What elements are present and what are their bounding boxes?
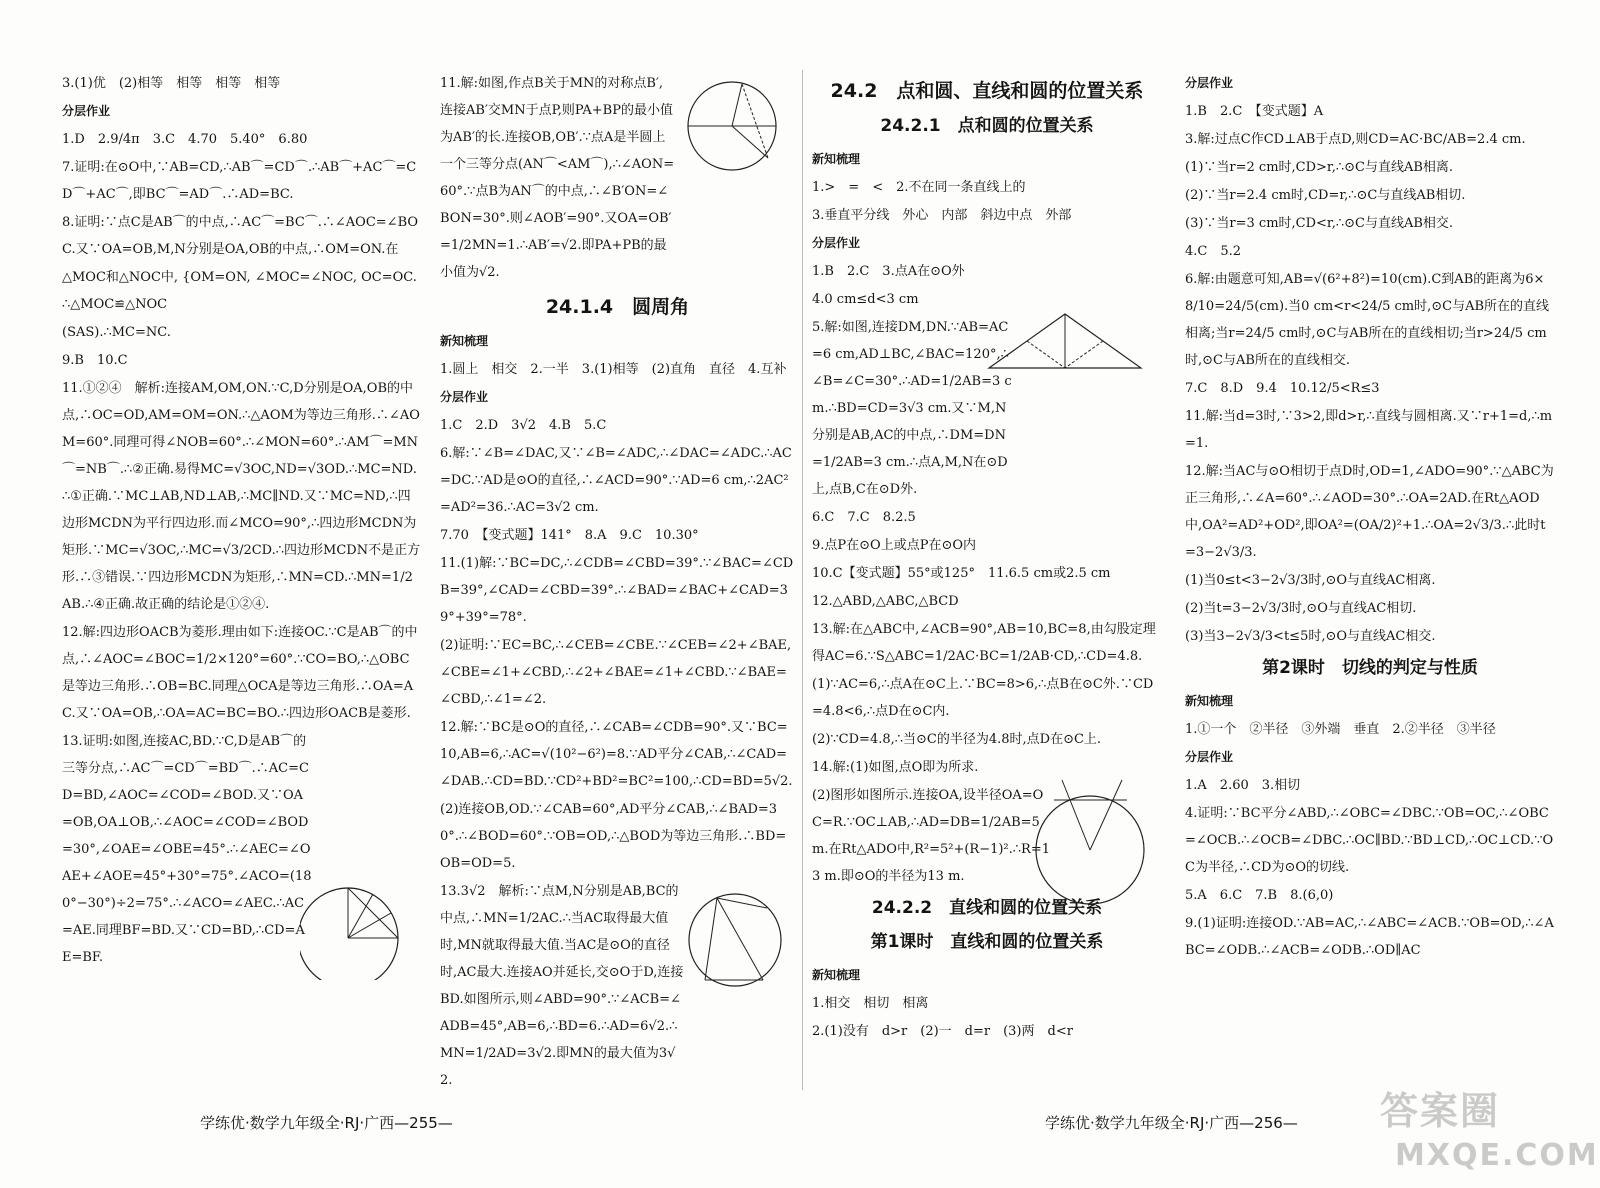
answer-line: 9.B 10.C xyxy=(62,353,128,368)
answer-line: 1.相交 相切 相离 xyxy=(812,996,929,1011)
section-label: 新知梳理 xyxy=(812,968,861,982)
answer-line: (2)∵CD=4.8,∴当⊙C的半径为4.8时,点D在⊙C上. xyxy=(812,732,1102,747)
answer-line: 13.3√2 解析:∵点M,N分别是AB,BC的中点,∴MN=1/2AC.∴当AC取得最大值时,MN就取得最大值.当AC是⊙O的直径时,AC最大.连接AO并延长,交⊙O于D,连接BD.如图所示,则∠ABD=90°.∵∠ACB=∠ADB=45°,AB=6,∴BD=6.∴AD=6√2.∴MN=1/2AD=3√2.即MN的最大值为3√2. xyxy=(440,884,684,1088)
page-divider xyxy=(802,70,803,1090)
section-label: 分层作业 xyxy=(812,236,861,250)
answer-line: △MOC和△NOC中, {OM=ON, ∠MOC=∠NOC, OC=OC. ∴△MOC≌△NOC xyxy=(62,270,422,312)
answer-line: 1.> = < 2.不在同一条直线上的 xyxy=(812,180,1026,195)
answer-line: 1.C 2.D 3√2 4.B 5.C xyxy=(440,418,607,433)
answer-line: (3)当3−2√3/3<t≤5时,⊙O与直线AC相交. xyxy=(1185,629,1436,644)
answer-line: 14.解:(1)如图,点O即为所求. xyxy=(812,760,979,775)
answer-line: (2)∵当r=2.4 cm时,CD=r,∴⊙C与直线AB相切. xyxy=(1185,188,1466,203)
column-4 xyxy=(1185,70,1555,965)
section-title: 24.2.2 直线和圆的位置关系 xyxy=(871,898,1103,918)
footer-left: 学练优·数学九年级全·RJ·广西—255— xyxy=(200,1114,453,1132)
answer-line: 1.D 2.9/4π 3.C 4.70 5.40° 6.80 xyxy=(62,132,308,147)
answer-line: 12.解:当AC与⊙O相切于点D时,OD=1,∠ADO=90°.∵△ABC为正三角形,∴∠A=60°.∴∠AOD=30°.∴OA=2AD.在Rt△AOD中,OA²=AD²+OD²,即OA²=(OA/2)²+1.∴OA=2√3/3.∴此时t=3−2√3/3. xyxy=(1185,464,1554,560)
answer-line: 1.圆上 相交 2.一半 3.(1)相等 (2)直角 直径 4.互补 xyxy=(440,362,787,377)
figure-5-triangle xyxy=(985,308,1145,378)
section-label: 分层作业 xyxy=(62,104,111,118)
answer-line: (3)∵当r=3 cm时,CD<r,∴⊙C与直线AB相交. xyxy=(1185,216,1454,231)
figure-13-circle xyxy=(300,880,410,980)
answer-line: 6.解:由题意可知,AB=√(6²+8²)=10(cm).C到AB的距离为6×8/10=24/5(cm).当0 cm<r<24/5 cm时,⊙C与AB所在的直线相离;当r=24/5 cm时,⊙C与AB所在的直线相切;当r>24/5 cm时,⊙C与AB所在的直线相交. xyxy=(1185,272,1550,368)
answer-line: 8.证明:∵点C是AB⌒的中点,∴AC⌒=BC⌒.∴∠AOC=∠BOC.又∵OA=OB,M,N分别是OA,OB的中点,∴OM=ON.在 xyxy=(62,215,419,257)
answer-line: 11.解:如图,作点B关于MN的对称点B′,连接AB′交MN于点P,则PA+BP的最小值为AB′的长.连接OB,OB′.∵点A是半圆上一个三等分点(AN⌒<AM⌒),∴∠AON=60°.∵点B为AN⌒的中点,∴∠B′ON=∠BON=30°.则∠AOB′=90°.又OA=OB′=1/2MN=1.∴AB′=√2.即PA+PB的最小值为√2. xyxy=(440,76,675,280)
answer-line: 9.点P在⊙O上或点P在⊙O内 xyxy=(812,538,976,553)
lesson-title: 第2课时 切线的判定与性质 xyxy=(1262,658,1478,678)
answer-line: 12.解:四边形OACB为菱形.理由如下:连接OC.∵C是AB⌒的中点,∴∠AOC=∠BOC=1/2×120°=60°.∵CO=BO,∴△OBC是等边三角形.∴OB=BC.同理△OCA是等边三角形.∴OA=AC.又∵OA=OB,∴OA=AC=BC=BO.∴四边形OACB是菱形. xyxy=(62,625,418,721)
section-label: 新知梳理 xyxy=(812,152,861,166)
answer-line: 11.解:当d=3时,∵3>2,即d>r,∴直线与圆相离.又∵r+1=d,∴m=1. xyxy=(1185,409,1553,451)
answer-line: (1)当0≤t<3−2√3/3时,⊙O与直线AC相离. xyxy=(1185,573,1436,588)
section-label: 新知梳理 xyxy=(1185,694,1234,708)
answer-line: 3.解:过点C作CD⊥AB于点D,则CD=AC·BC/AB=2.4 cm. xyxy=(1185,132,1526,147)
answer-line: 4.证明:∵BC平分∠ABD,∴∠OBC=∠DBC.∵OB=OC,∴∠OBC=∠OCB.∴∠OCB=∠DBC.∴OC∥BD.∵BD⊥CD,∴OC⊥CD.∵OC为半径,∴CD为⊙O的切线. xyxy=(1185,806,1554,875)
answer-line: (2)图形如图所示.连接OA,设半径OA=OC=R.∵OC⊥AB,∴AD=DB=1/2AB=5 m.在Rt△ADO中,R²=5²+(R−1)².∴R=13 m.即⊙O的半径为13 m. xyxy=(812,788,1050,884)
figure-13-col2 xyxy=(685,888,785,993)
answer-line: 4.0 cm≤d<3 cm xyxy=(812,292,919,307)
answer-line: 13.解:在△ABC中,∠ACB=90°,AB=10,BC=8,由勾股定理得AC=6.∵S△ABC=1/2AC·BC=1/2AB·CD,∴CD=4.8. xyxy=(812,622,1156,664)
answer-line: 11.(1)解:∵BC=DC,∴∠CDB=∠CBD=39°.∵∠BAC=∠CDB=39°,∠CAD=∠CBD=39°.∴∠BAD=∠BAC+∠CAD=39°+39°=78°. xyxy=(440,556,794,625)
footer-right: 学练优·数学九年级全·RJ·广西—256— xyxy=(1045,1114,1298,1132)
section-title: 24.1.4 圆周角 xyxy=(545,296,690,318)
figure-14-circle xyxy=(1032,770,1147,910)
section-label: 分层作业 xyxy=(1185,750,1234,764)
lesson-title: 第1课时 直线和圆的位置关系 xyxy=(870,932,1104,952)
answer-line: 11.①②④ 解析:连接AM,OM,ON.∵C,D分别是OA,OB的中点,∴OC=OD,AM=OM=ON.∴△AOM为等边三角形.∴∠AOM=60°.同理可得∠NOB=60°.∴∠MON=60°.∴AM⌒=MN⌒=NB⌒.∴②正确.易得MC=√3OC,ND=√3OD.∴MC=ND.∴①正确.∵MC⊥AB,ND⊥AB,∴MC∥ND.又∵MC=ND,∴四边形MCDN为平行四边形.而∠MCO=90°,∴四边形MCDN为矩形.∵MC=√3OC,∴MC=√3/2CD.∴四边形MCDN不是正方形.∴③错误.∵四边形MCDN为矩形,∴MN=CD.∴MN=1/2AB.∴④正确.故正确的结论是①②④. xyxy=(62,381,421,612)
answer-line: (2)证明:∵EC=BC,∴∠CEB=∠CBE.∵∠CEB=∠2+∠BAE,∠CBE=∠1+∠CBD,∴∠2+∠BAE=∠1+∠CBD.∵∠BAE=∠CBD,∴∠1=∠2. xyxy=(440,638,792,707)
answer-line: 12.△ABD,△ABC,△BCD xyxy=(812,594,959,609)
figure-11-semicircle xyxy=(680,78,790,178)
answer-line: 7.70 【变式题】141° 8.A 9.C 10.30° xyxy=(440,528,699,543)
answer-line: 1.B 2.C 【变式题】A xyxy=(1185,104,1324,119)
answer-line: 10.C【变式题】55°或125° 11.6.5 cm或2.5 cm xyxy=(812,566,1111,581)
answer-line: 5.A 6.C 7.B 8.(6,0) xyxy=(1185,888,1334,903)
column-1 xyxy=(62,70,422,972)
answer-line: 3.垂直平分线 外心 内部 斜边中点 外部 xyxy=(812,208,1072,223)
answer-line: 1.A 2.60 3.相切 xyxy=(1185,778,1301,793)
answer-line: (1)∵AC=6,∴点A在⊙C上.∵BC=8>6,∴点B在⊙C外.∵CD=4.8<6,∴点D在⊙C内. xyxy=(812,677,1154,719)
answer-line: 1.B 2.C 3.点A在⊙O外 xyxy=(812,264,965,279)
section-title: 24.2.1 点和圆的位置关系 xyxy=(880,116,1094,136)
section-label: 新知梳理 xyxy=(440,334,489,348)
answer-line: 6.解:∵∠B=∠DAC,又∵∠B=∠ADC,∴∠DAC=∠ADC.∴AC=DC.∵AD是⊙O的直径,∴∠ACD=90°.∵AD=6 cm,∴2AC²=AD²=36.∴AC=3√2 cm. xyxy=(440,446,792,515)
answer-line: 4.C 5.2 xyxy=(1185,244,1242,259)
section-label: 分层作业 xyxy=(1185,76,1234,90)
answer-line: 1.①一个 ②半径 ③外端 垂直 2.②半径 ③半径 xyxy=(1185,722,1496,737)
answer-line: 7.C 8.D 9.4 10.12/5<R≤3 xyxy=(1185,381,1380,396)
answer-line: 9.(1)证明:连接OD.∵AB=AC,∴∠ABC=∠ACB.∵OB=OD,∴∠ABC=∠ODB.∴∠ACB=∠ODB.∴OD∥AC xyxy=(1185,916,1554,958)
answer-line: 7.证明:在⊙O中,∵AB=CD,∴AB⌒=CD⌒.∴AB⌒+AC⌒=CD⌒+AC⌒,即BC⌒=AD⌒.∴AD=BC. xyxy=(62,160,417,202)
answer-line: (2)当t=3−2√3/3时,⊙O与直线AC相切. xyxy=(1185,601,1417,616)
watermark-logo: 答案圈 xyxy=(1380,1089,1501,1133)
answer-line: 3.(1)优 (2)相等 相等 相等 相等 xyxy=(62,76,281,91)
answer-line: 12.解:∵BC是⊙O的直径,∴∠CAB=∠CDB=90°.又∵BC=10,AB=6,∴AC=√(10²−6²)=8.∵AD平分∠CAB,∴∠CAD=∠DAB.∴CD=BD.∵CD²+BD²=BC²=100,∴CD=BD=5√2. xyxy=(440,720,793,789)
answer-line: 6.C 7.C 8.2.5 xyxy=(812,510,916,525)
answer-line: (2)连接OB,OD.∵∠CAB=60°,AD平分∠CAB,∴∠BAD=30°.∴∠BOD=60°.∵OB=OD,∴△BOD为等边三角形.∴BD=OB=OD=5. xyxy=(440,802,787,871)
section-label: 分层作业 xyxy=(440,390,489,404)
answer-line: 2.(1)没有 d>r (2)一 d=r (3)两 d<r xyxy=(812,1024,1073,1039)
answer-line: (SAS).∴MC=NC. xyxy=(62,325,171,340)
watermark-url: MXQE.COM xyxy=(1395,1138,1599,1173)
answer-line: 5.解:如图,连接DM,DN.∵AB=AC=6 cm,AD⊥BC,∠BAC=120°,∴∠B=∠C=30°.∴AD=1/2AB=3 cm.∴BD=CD=3√3 cm.又∵M,N分别是AB,AC的中点,∴DM=DN=1/2AB=3 cm.∴点A,M,N在⊙D上,点B,C在⊙D外. xyxy=(812,320,1012,497)
answer-line: 13.证明:如图,连接AC,BD.∵C,D是AB⌒的三等分点,∴AC⌒=CD⌒=BD⌒.∴AC=CD=BD,∠AOC=∠COD=∠BOD.又∵OA=OB,OA⊥OB,∴∠AOC=∠COD=∠BOD=30°,∠OAE=∠OBE=45°.∴∠AEC=∠OAE+∠AOE=45°+30°=75°.∠ACO=(180°−30°)÷2=75°.∴∠ACO=∠AEC.∴AC=AE.同理BF=BD.又∵CD=BD,∴CD=AE=BF. xyxy=(62,734,312,965)
answer-line: (1)∵当r=2 cm时,CD>r,∴⊙C与直线AB相离. xyxy=(1185,160,1454,175)
chapter-title: 24.2 点和圆、直线和圆的位置关系 xyxy=(830,80,1144,102)
